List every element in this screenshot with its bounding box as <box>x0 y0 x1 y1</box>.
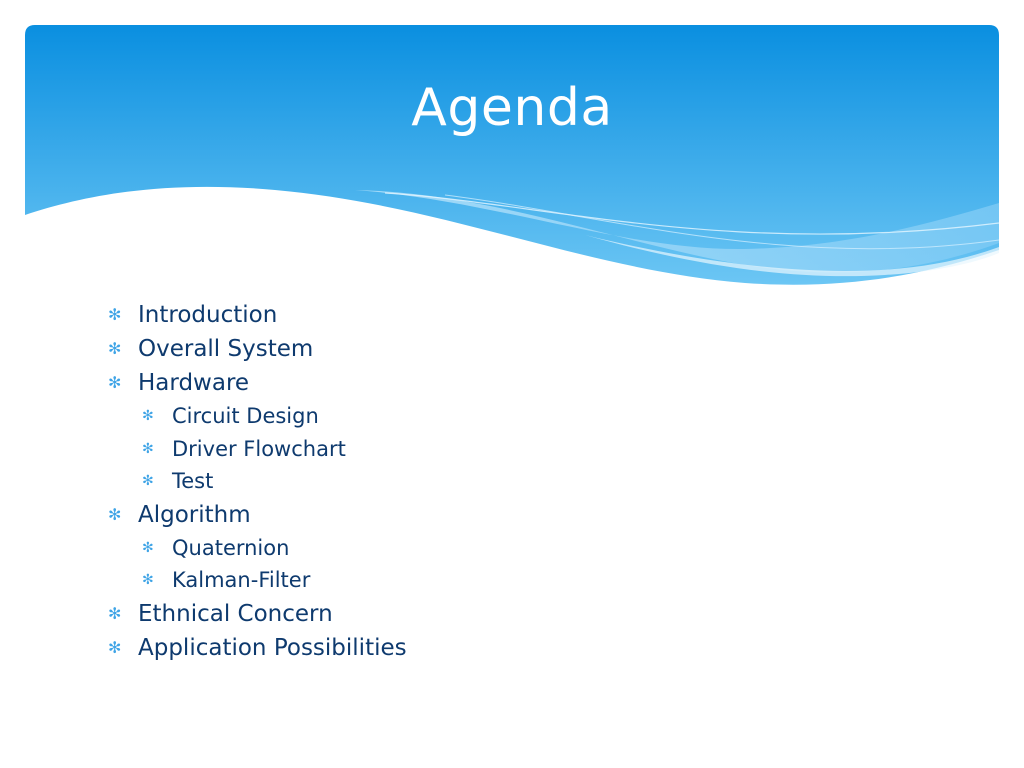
list-item-application-possibilities <box>106 631 906 665</box>
asterisk-bullet-icon: ✻ <box>108 504 122 524</box>
wave-graphic <box>25 25 999 290</box>
asterisk-bullet-icon: ✻ <box>108 373 122 392</box>
asterisk-bullet-icon: ✻ <box>108 603 122 623</box>
list-item-label: Hardware <box>138 370 250 396</box>
asterisk-bullet-icon: ✻ <box>142 572 154 588</box>
list-item-label: Ethnical Concern <box>138 600 333 627</box>
header-wave-banner <box>25 25 999 290</box>
asterisk-bullet-icon: ✻ <box>108 305 122 324</box>
asterisk-bullet-icon: ✻ <box>142 408 154 424</box>
sub-list-item-label: Quaternion <box>172 535 290 560</box>
sub-list-item-label: Driver Flowchart <box>172 436 346 461</box>
asterisk-bullet-icon: ✻ <box>108 339 122 358</box>
list-item-introduction <box>106 298 906 332</box>
slide-title: Agenda <box>411 78 613 138</box>
sub-list-item-kalman-filter <box>106 564 906 597</box>
asterisk-bullet-icon: ✻ <box>142 539 154 556</box>
sub-list-item-label: Kalman-Filter <box>172 568 311 592</box>
list-item-ethnical-concern <box>106 597 906 631</box>
agenda-list <box>106 298 906 665</box>
sub-list-item-circuit-design <box>106 400 906 433</box>
list-item-label: Application Possibilities <box>138 634 407 661</box>
list-item-hardware <box>106 366 906 400</box>
list-item-algorithm <box>106 498 906 532</box>
sub-list-item-test <box>106 465 906 498</box>
list-item-label: Algorithm <box>138 501 251 528</box>
sub-list-item-label: Circuit Design <box>172 404 319 428</box>
asterisk-bullet-icon: ✻ <box>142 473 154 489</box>
sub-list-item-label: Test <box>172 469 214 493</box>
list-item-label: Overall System <box>138 336 314 362</box>
list-item-overall-system <box>106 332 906 366</box>
asterisk-bullet-icon: ✻ <box>108 637 122 657</box>
sub-list-item-driver-flowchart <box>106 433 906 466</box>
sub-list-item-quaternion <box>106 532 906 565</box>
list-item-label: Introduction <box>138 302 278 328</box>
asterisk-bullet-icon: ✻ <box>142 440 154 457</box>
